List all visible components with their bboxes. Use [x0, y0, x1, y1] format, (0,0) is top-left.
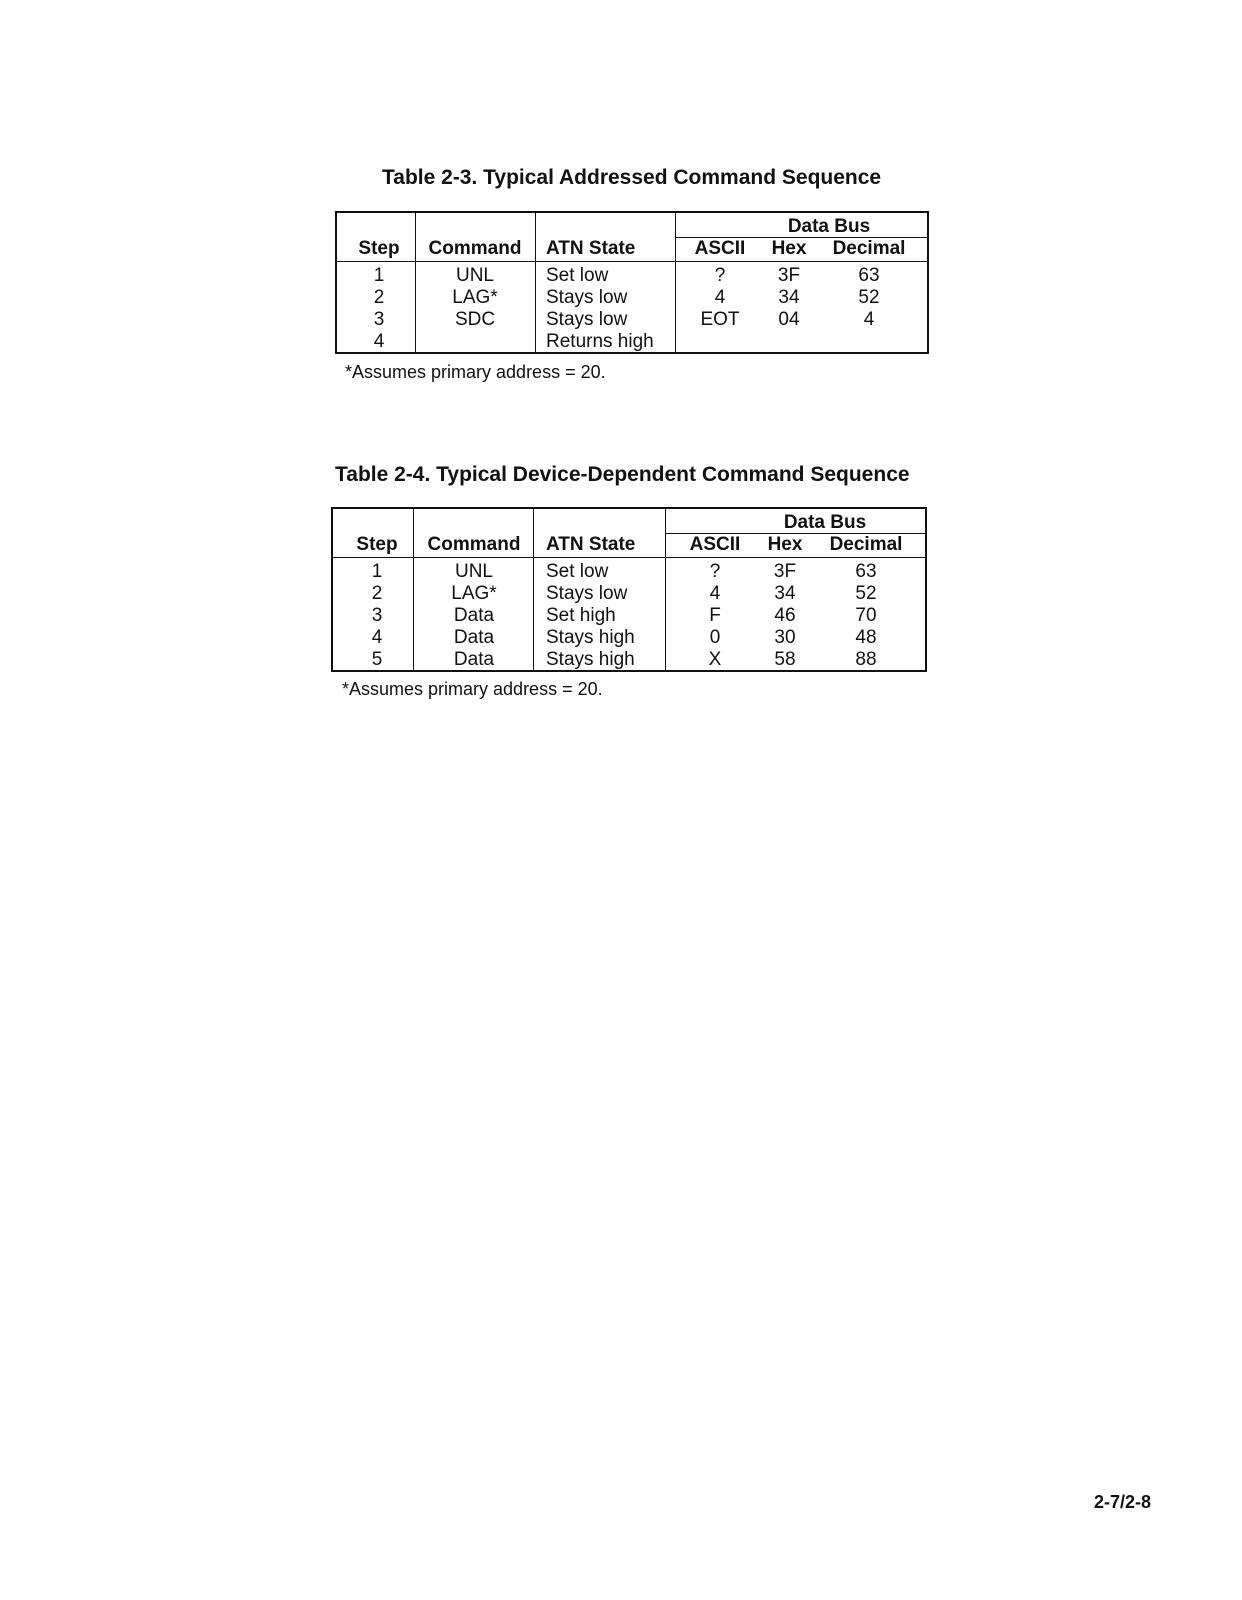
- table-cell: Data: [453, 627, 495, 648]
- table-cell: 4: [863, 309, 875, 330]
- table-cell: SDC: [454, 309, 496, 330]
- table-cell: UNL: [454, 561, 494, 582]
- header-command: Command: [428, 238, 522, 259]
- table-2-3: [335, 211, 929, 354]
- table-cell: 4: [373, 331, 385, 352]
- table-cell: 34: [778, 287, 800, 308]
- page-number: 2-7/2-8: [1094, 1492, 1152, 1512]
- table-cell: 58: [774, 649, 796, 670]
- table-cell: 4: [714, 287, 726, 308]
- table-2-3-footnote: *Assumes primary address = 20.: [345, 362, 606, 382]
- header-atn-state: ATN State: [546, 238, 636, 259]
- table-cell: 2: [373, 287, 385, 308]
- header-hex: Hex: [771, 238, 807, 259]
- header-decimal: Decimal: [832, 238, 906, 259]
- table-cell: Stays high: [546, 649, 635, 670]
- table-cell: 3F: [777, 265, 801, 286]
- table-cell: 1: [373, 265, 385, 286]
- table-cell: 63: [855, 561, 877, 582]
- table-cell: Data: [453, 605, 495, 626]
- table-cell: 46: [774, 605, 796, 626]
- table-cell: UNL: [455, 265, 495, 286]
- header-step: Step: [356, 534, 398, 555]
- table-cell: ?: [714, 265, 726, 286]
- table-cell: 04: [778, 309, 800, 330]
- header-atn-state: ATN State: [546, 534, 636, 555]
- table-cell: 1: [371, 561, 383, 582]
- table-2-3-caption: Table 2-3. Typical Addressed Command Sequence: [382, 166, 882, 189]
- table-cell: Returns high: [546, 331, 654, 352]
- group-header-data-bus: Data Bus: [787, 216, 871, 237]
- table-cell: 3: [373, 309, 385, 330]
- header-ascii: ASCII: [689, 534, 741, 555]
- header-step: Step: [358, 238, 400, 259]
- table-2-4-footnote: *Assumes primary address = 20.: [342, 679, 603, 699]
- table-cell: LAG*: [451, 583, 497, 604]
- table-cell: 5: [371, 649, 383, 670]
- table-cell: 2: [371, 583, 383, 604]
- group-header-data-bus: Data Bus: [783, 512, 867, 533]
- table-cell: 3F: [773, 561, 797, 582]
- header-command: Command: [427, 534, 521, 555]
- table-cell: 4: [371, 627, 383, 648]
- table-cell: Stays low: [546, 309, 628, 330]
- table-cell: X: [708, 649, 722, 670]
- table-cell: Data: [453, 649, 495, 670]
- table-cell: Set low: [546, 265, 609, 286]
- table-cell: EOT: [700, 309, 740, 330]
- table-cell: 48: [855, 627, 877, 648]
- table-cell: F: [709, 605, 721, 626]
- table-cell: Set high: [546, 605, 616, 626]
- table-cell: 4: [709, 583, 721, 604]
- table-cell: 63: [858, 265, 880, 286]
- table-cell: Set low: [546, 561, 609, 582]
- table-cell: ?: [709, 561, 721, 582]
- table-cell: Stays high: [546, 627, 635, 648]
- table-cell: 3: [371, 605, 383, 626]
- table-2-4-caption: Table 2-4. Typical Device-Dependent Command Sequence: [335, 463, 910, 486]
- table-cell: Stays low: [546, 583, 628, 604]
- table-cell: Stays low: [546, 287, 628, 308]
- header-hex: Hex: [767, 534, 803, 555]
- table-cell: LAG*: [452, 287, 498, 308]
- header-decimal: Decimal: [829, 534, 903, 555]
- header-ascii: ASCII: [694, 238, 746, 259]
- table-2-4: [331, 507, 927, 672]
- table-cell: 30: [774, 627, 796, 648]
- table-cell: 0: [709, 627, 721, 648]
- table-cell: 88: [855, 649, 877, 670]
- table-cell: 34: [774, 583, 796, 604]
- table-cell: 52: [858, 287, 880, 308]
- table-cell: 52: [855, 583, 877, 604]
- table-cell: 70: [855, 605, 877, 626]
